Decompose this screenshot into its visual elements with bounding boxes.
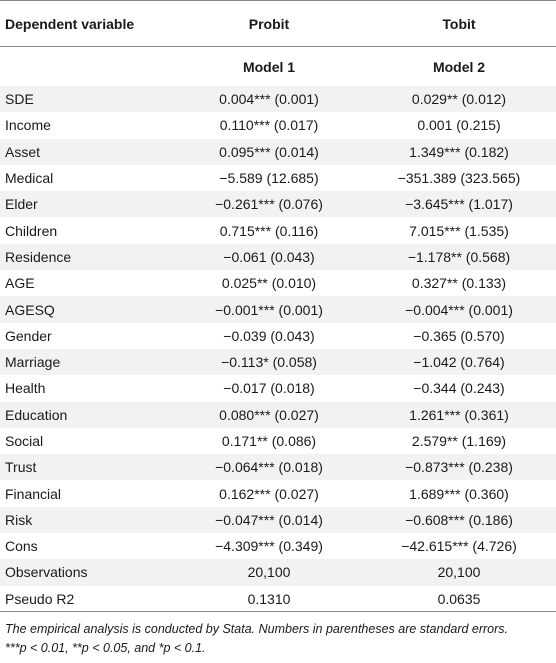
header-tobit: Tobit: [362, 1, 556, 47]
footnote-line-2: ***p < 0.01, **p < 0.05, and *p < 0.1.: [5, 641, 206, 656]
row-model-1-value: 0.025** (0.010): [176, 270, 362, 296]
row-model-2-value: −1.178** (0.568): [362, 244, 556, 270]
table-row: [0, 375, 556, 401]
row-model-2-value: 0.0635: [362, 586, 556, 612]
row-model-2-value: 7.015*** (1.535): [362, 217, 556, 243]
row-model-2-value: 2.579** (1.169): [362, 428, 556, 454]
row-variable-name: Elder: [0, 191, 176, 217]
table-row: [0, 165, 556, 191]
row-variable-name: SDE: [0, 86, 176, 112]
table-body: [0, 86, 556, 612]
model-row-blank: [0, 47, 176, 87]
row-model-1-value: −0.017 (0.018): [176, 375, 362, 401]
row-model-1-value: 0.080*** (0.027): [176, 402, 362, 428]
row-model-2-value: −351.389 (323.565): [362, 165, 556, 191]
row-model-1-value: −0.061 (0.043): [176, 244, 362, 270]
table-row: [0, 559, 556, 585]
row-model-2-value: −0.608*** (0.186): [362, 507, 556, 533]
row-model-1-value: 20,100: [176, 559, 362, 585]
row-variable-name: Income: [0, 112, 176, 138]
row-model-1-value: −0.047*** (0.014): [176, 507, 362, 533]
row-model-2-value: −0.344 (0.243): [362, 375, 556, 401]
row-model-1-value: 0.110*** (0.017): [176, 112, 362, 138]
table-row: [0, 428, 556, 454]
table-row: [0, 191, 556, 217]
row-model-1-value: 0.1310: [176, 586, 362, 612]
row-variable-name: Risk: [0, 507, 176, 533]
row-model-2-value: −1.042 (0.764): [362, 349, 556, 375]
table-row: [0, 112, 556, 138]
row-model-1-value: −4.309*** (0.349): [176, 533, 362, 559]
row-model-2-value: −42.615*** (4.726): [362, 533, 556, 559]
row-model-1-value: −5.589 (12.685): [176, 165, 362, 191]
row-variable-name: Residence: [0, 244, 176, 270]
row-model-2-value: 0.001 (0.215): [362, 112, 556, 138]
header-model-1: Model 1: [242, 58, 296, 75]
row-model-2-value: −3.645*** (1.017): [362, 191, 556, 217]
row-variable-name: Health: [0, 375, 176, 401]
row-variable-name: AGE: [0, 270, 176, 296]
row-model-1-value: −0.261*** (0.076): [176, 191, 362, 217]
table-row: [0, 349, 556, 375]
row-variable-name: Pseudo R2: [0, 586, 176, 612]
table-row: [0, 270, 556, 296]
header-model-2: Model 2: [432, 58, 486, 75]
row-model-1-value: 0.171** (0.086): [176, 428, 362, 454]
row-model-2-value: 1.689*** (0.360): [362, 480, 556, 506]
row-variable-name: Gender: [0, 323, 176, 349]
row-model-2-value: −0.873*** (0.238): [362, 454, 556, 480]
table-row: [0, 533, 556, 559]
row-variable-name: Marriage: [0, 349, 176, 375]
header-dependent-variable: Dependent variable: [0, 1, 176, 47]
row-model-2-value: 0.327** (0.133): [362, 270, 556, 296]
row-variable-name: Observations: [0, 559, 176, 585]
table-footnote: [0, 612, 556, 658]
table-row: [0, 507, 556, 533]
row-model-1-value: −0.064*** (0.018): [176, 454, 362, 480]
row-variable-name: Financial: [0, 480, 176, 506]
row-variable-name: AGESQ: [0, 296, 176, 322]
model-row: [0, 47, 556, 87]
row-variable-name: Children: [0, 217, 176, 243]
row-model-1-value: 0.004*** (0.001): [176, 86, 362, 112]
row-model-2-value: 0.029** (0.012): [362, 86, 556, 112]
table-row: [0, 217, 556, 243]
header-row: [0, 1, 556, 47]
table-row: [0, 402, 556, 428]
row-model-1-value: 0.162*** (0.027): [176, 480, 362, 506]
row-variable-name: Trust: [0, 454, 176, 480]
row-model-2-value: 20,100: [362, 559, 556, 585]
row-model-2-value: −0.365 (0.570): [362, 323, 556, 349]
table-row: [0, 323, 556, 349]
table-row: [0, 139, 556, 165]
row-variable-name: Asset: [0, 139, 176, 165]
footnote-line-1: The empirical analysis is conducted by Stata. Numbers in parentheses are standard errors.: [5, 622, 509, 637]
row-model-1-value: −0.039 (0.043): [176, 323, 362, 349]
table-row: [0, 586, 556, 612]
row-model-1-value: −0.113* (0.058): [176, 349, 362, 375]
row-variable-name: Social: [0, 428, 176, 454]
header-probit: Probit: [176, 1, 362, 47]
table-row: [0, 86, 556, 112]
table-row: [0, 454, 556, 480]
row-model-2-value: 1.261*** (0.361): [362, 402, 556, 428]
row-model-2-value: 1.349*** (0.182): [362, 139, 556, 165]
row-variable-name: Medical: [0, 165, 176, 191]
row-variable-name: Cons: [0, 533, 176, 559]
table-row: [0, 244, 556, 270]
row-model-1-value: 0.715*** (0.116): [176, 217, 362, 243]
table-row: [0, 480, 556, 506]
row-variable-name: Education: [0, 402, 176, 428]
row-model-1-value: −0.001*** (0.001): [176, 296, 362, 322]
row-model-2-value: −0.004*** (0.001): [362, 296, 556, 322]
table-row: [0, 296, 556, 322]
row-model-1-value: 0.095*** (0.014): [176, 139, 362, 165]
